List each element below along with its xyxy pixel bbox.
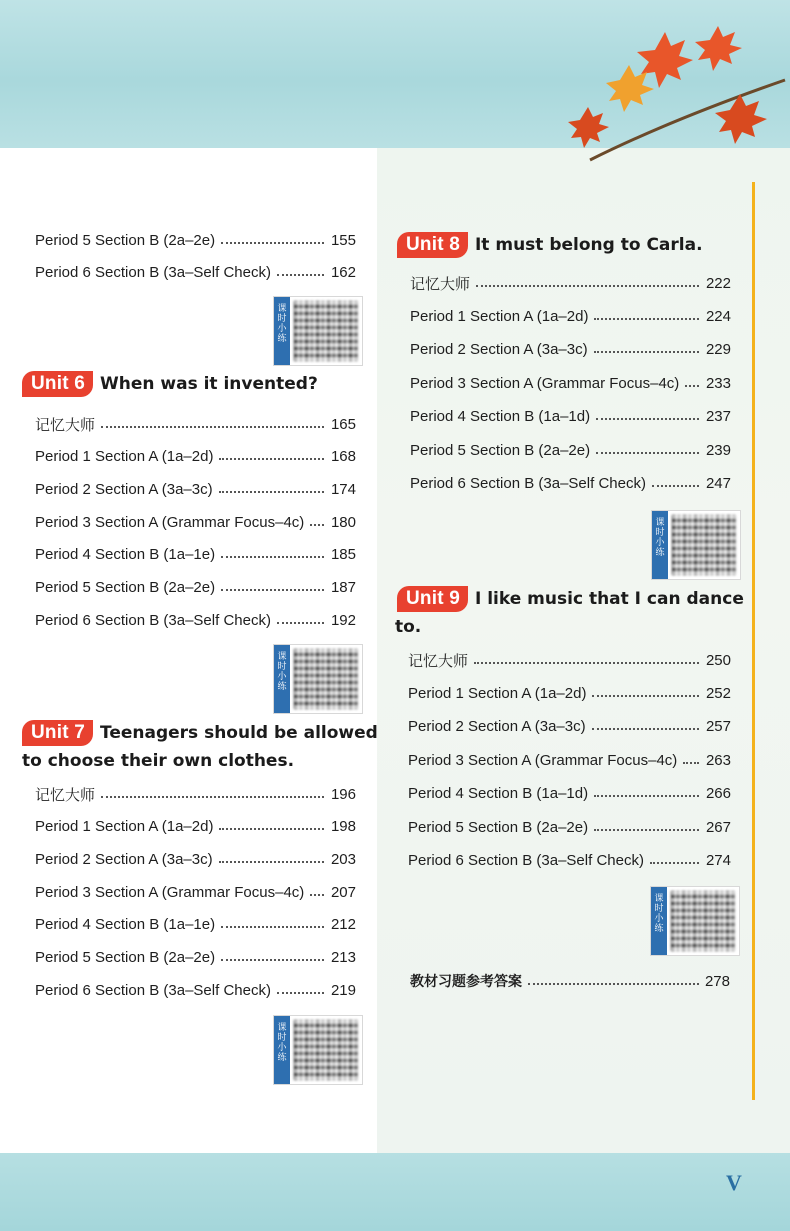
leader-dots (277, 621, 324, 624)
entry-label: Period 3 Section A (Grammar Focus–4c) (408, 751, 678, 769)
entry-label: Period 5 Section B (2a–2e) (35, 231, 216, 249)
entry-label: Period 5 Section B (2a–2e) (408, 818, 589, 836)
leader-dots (219, 457, 324, 460)
qr-label-strip: 课时小练 (274, 1016, 290, 1084)
toc-entry[interactable] (408, 816, 731, 838)
toc-entry[interactable] (35, 511, 356, 533)
toc-entry[interactable] (35, 848, 356, 870)
entry-label: Period 6 Section B (3a–Self Check) (410, 474, 646, 492)
toc-entry[interactable] (410, 406, 731, 428)
qr-label-strip: 课时小练 (652, 511, 668, 579)
entry-page: 165 (330, 415, 356, 433)
unit-title: It must belong to Carla. (474, 235, 703, 255)
entry-label: Period 4 Section B (1a–1e) (35, 546, 216, 564)
toc-entry[interactable] (35, 816, 356, 838)
unit-badge: Unit 8 (397, 232, 468, 258)
qr-label-strip: 课时小练 (274, 297, 290, 365)
entry-page: 247 (705, 474, 731, 492)
unit-title: Teenagers should be allowed (99, 723, 378, 743)
entry-label: Period 1 Section A (1a–2d) (35, 818, 214, 836)
qr-code[interactable] (273, 1015, 363, 1085)
leader-dots (476, 284, 699, 287)
leader-dots (221, 588, 324, 591)
leader-dots (594, 350, 699, 353)
toc-entry[interactable] (408, 849, 731, 871)
entry-page: 233 (705, 374, 731, 392)
entry-label: Period 2 Section A (3a–3c) (410, 341, 588, 359)
unit-heading (22, 720, 378, 746)
entry-label: Period 6 Section B (3a–Self Check) (35, 611, 271, 629)
entry-page: 229 (705, 341, 731, 359)
leader-dots (101, 425, 324, 428)
entry-label: Period 6 Section B (3a–Self Check) (35, 263, 271, 281)
toc-entry[interactable] (35, 577, 356, 599)
entry-page: 155 (330, 231, 356, 249)
toc-entry[interactable] (35, 979, 356, 1001)
entry-label: 记忆大师 (35, 416, 96, 434)
leader-dots (594, 828, 699, 831)
leader-dots (219, 827, 324, 830)
entry-label: Period 5 Section B (2a–2e) (410, 441, 591, 459)
entry-page: 174 (330, 480, 356, 498)
leader-dots (592, 727, 699, 730)
entry-page: 187 (330, 579, 356, 596)
entry-page: 207 (330, 883, 356, 901)
toc-entry[interactable] (35, 478, 356, 500)
qr-code[interactable] (273, 644, 363, 714)
toc-entry[interactable] (35, 446, 356, 468)
unit-heading (397, 586, 744, 612)
entry-label: Period 5 Section B (2a–2e) (35, 949, 216, 966)
toc-entry[interactable] (35, 783, 356, 805)
entry-page: 274 (705, 851, 731, 869)
accent-rule (752, 182, 755, 1100)
entry-page: 168 (330, 448, 356, 466)
leader-dots (592, 694, 699, 697)
leader-dots (594, 317, 699, 320)
entry-label: Period 3 Section A (Grammar Focus–4c) (35, 513, 305, 531)
leader-dots (310, 523, 324, 526)
qr-label-strip: 课时小练 (651, 887, 667, 955)
entry-label: 记忆大师 (408, 652, 469, 670)
leader-dots (221, 555, 324, 558)
leader-dots (277, 991, 324, 994)
leader-dots (219, 490, 324, 493)
entry-page: 192 (330, 611, 356, 629)
entry-page: 213 (330, 949, 356, 966)
entry-page: 252 (705, 684, 731, 702)
toc-entry[interactable] (410, 372, 731, 394)
entry-page: 239 (705, 441, 731, 459)
entry-page: 263 (705, 751, 731, 769)
entry-label: 记忆大师 (410, 275, 471, 293)
entry-label: Period 6 Section B (3a–Self Check) (408, 851, 644, 869)
entry-page: 196 (330, 785, 356, 803)
leader-dots (594, 794, 699, 797)
leader-dots (310, 893, 324, 896)
unit-title-continued: to. (395, 617, 422, 637)
entry-label: Period 4 Section B (1a–1e) (35, 916, 216, 934)
leader-dots (528, 982, 699, 985)
toc-entry[interactable] (35, 413, 356, 435)
entry-label: Period 4 Section B (1a–1d) (408, 785, 589, 803)
qr-code[interactable] (651, 510, 741, 580)
entry-label: Period 5 Section B (2a–2e) (35, 579, 216, 596)
entry-label: Period 2 Section A (3a–3c) (35, 480, 213, 498)
entry-page: 278 (704, 972, 730, 990)
leader-dots (101, 795, 324, 798)
entry-label: Period 1 Section A (1a–2d) (410, 307, 589, 325)
entry-label: Period 3 Section A (Grammar Focus–4c) (410, 374, 680, 392)
unit-title: I like music that I can dance (474, 589, 744, 609)
toc-entry[interactable] (35, 229, 356, 251)
toc-entry[interactable] (410, 305, 731, 327)
footer-band (0, 1153, 790, 1231)
entry-page: 180 (330, 513, 356, 531)
maple-leaves-decoration (560, 20, 790, 185)
entry-page: 237 (705, 408, 731, 426)
toc-entry[interactable] (35, 914, 356, 936)
toc-entry[interactable] (408, 749, 731, 771)
toc-entry[interactable] (35, 544, 356, 566)
entry-label: Period 1 Section A (1a–2d) (408, 684, 587, 702)
toc-entry[interactable] (410, 272, 731, 294)
toc-entry[interactable] (408, 716, 731, 738)
unit-badge: Unit 6 (22, 371, 93, 397)
toc-entry[interactable] (35, 947, 356, 969)
unit-title: When was it invented? (99, 374, 318, 394)
qr-code[interactable] (650, 886, 740, 956)
leader-dots (683, 761, 699, 764)
entry-label: Period 4 Section B (1a–1d) (410, 408, 591, 426)
leader-dots (596, 451, 699, 454)
entry-page: 250 (705, 651, 731, 669)
entry-page: 222 (705, 274, 731, 292)
entry-page: 185 (330, 546, 356, 564)
unit-badge: Unit 9 (397, 586, 468, 612)
toc-entry[interactable] (35, 881, 356, 903)
toc-entry[interactable] (35, 609, 356, 631)
entry-page: 162 (330, 263, 356, 281)
leader-dots (221, 958, 324, 961)
entry-label: Period 6 Section B (3a–Self Check) (35, 981, 271, 999)
entry-label: 记忆大师 (35, 786, 96, 804)
entry-page: 267 (705, 818, 731, 836)
entry-page: 212 (330, 916, 356, 934)
leader-dots (221, 925, 324, 928)
leader-dots (685, 384, 699, 387)
entry-page: 203 (330, 850, 356, 868)
toc-entry[interactable] (408, 682, 731, 704)
entry-label: Period 3 Section A (Grammar Focus–4c) (35, 883, 305, 901)
qr-code[interactable] (273, 296, 363, 366)
entry-page: 257 (705, 718, 731, 736)
unit-title-continued: to choose their own clothes. (22, 751, 295, 771)
entry-label: Period 2 Section A (3a–3c) (35, 850, 213, 868)
toc-entry[interactable] (35, 261, 356, 283)
page-number: V (726, 1170, 742, 1195)
leader-dots (652, 484, 699, 487)
entry-page: 219 (330, 981, 356, 999)
toc-entry[interactable] (408, 649, 731, 671)
unit-badge: Unit 7 (22, 720, 93, 746)
leader-dots (221, 241, 324, 244)
entry-label: Period 1 Section A (1a–2d) (35, 448, 214, 466)
toc-entry[interactable] (410, 439, 731, 461)
unit-heading (22, 371, 318, 397)
entry-page: 198 (330, 818, 356, 836)
toc-entry[interactable] (410, 339, 731, 361)
entry-label: 教材习题参考答案 (410, 973, 522, 989)
leader-dots (650, 861, 699, 864)
entry-page: 224 (705, 307, 731, 325)
qr-label-strip: 课时小练 (274, 645, 290, 713)
unit-heading (397, 232, 703, 258)
entry-page: 266 (705, 785, 731, 803)
toc-entry[interactable] (408, 783, 731, 805)
entry-label: Period 2 Section A (3a–3c) (408, 718, 586, 736)
leader-dots (277, 273, 324, 276)
leader-dots (596, 417, 699, 420)
leader-dots (474, 661, 699, 664)
leader-dots (219, 860, 324, 863)
toc-entry[interactable] (410, 472, 731, 494)
toc-entry-answers[interactable] (410, 970, 730, 992)
